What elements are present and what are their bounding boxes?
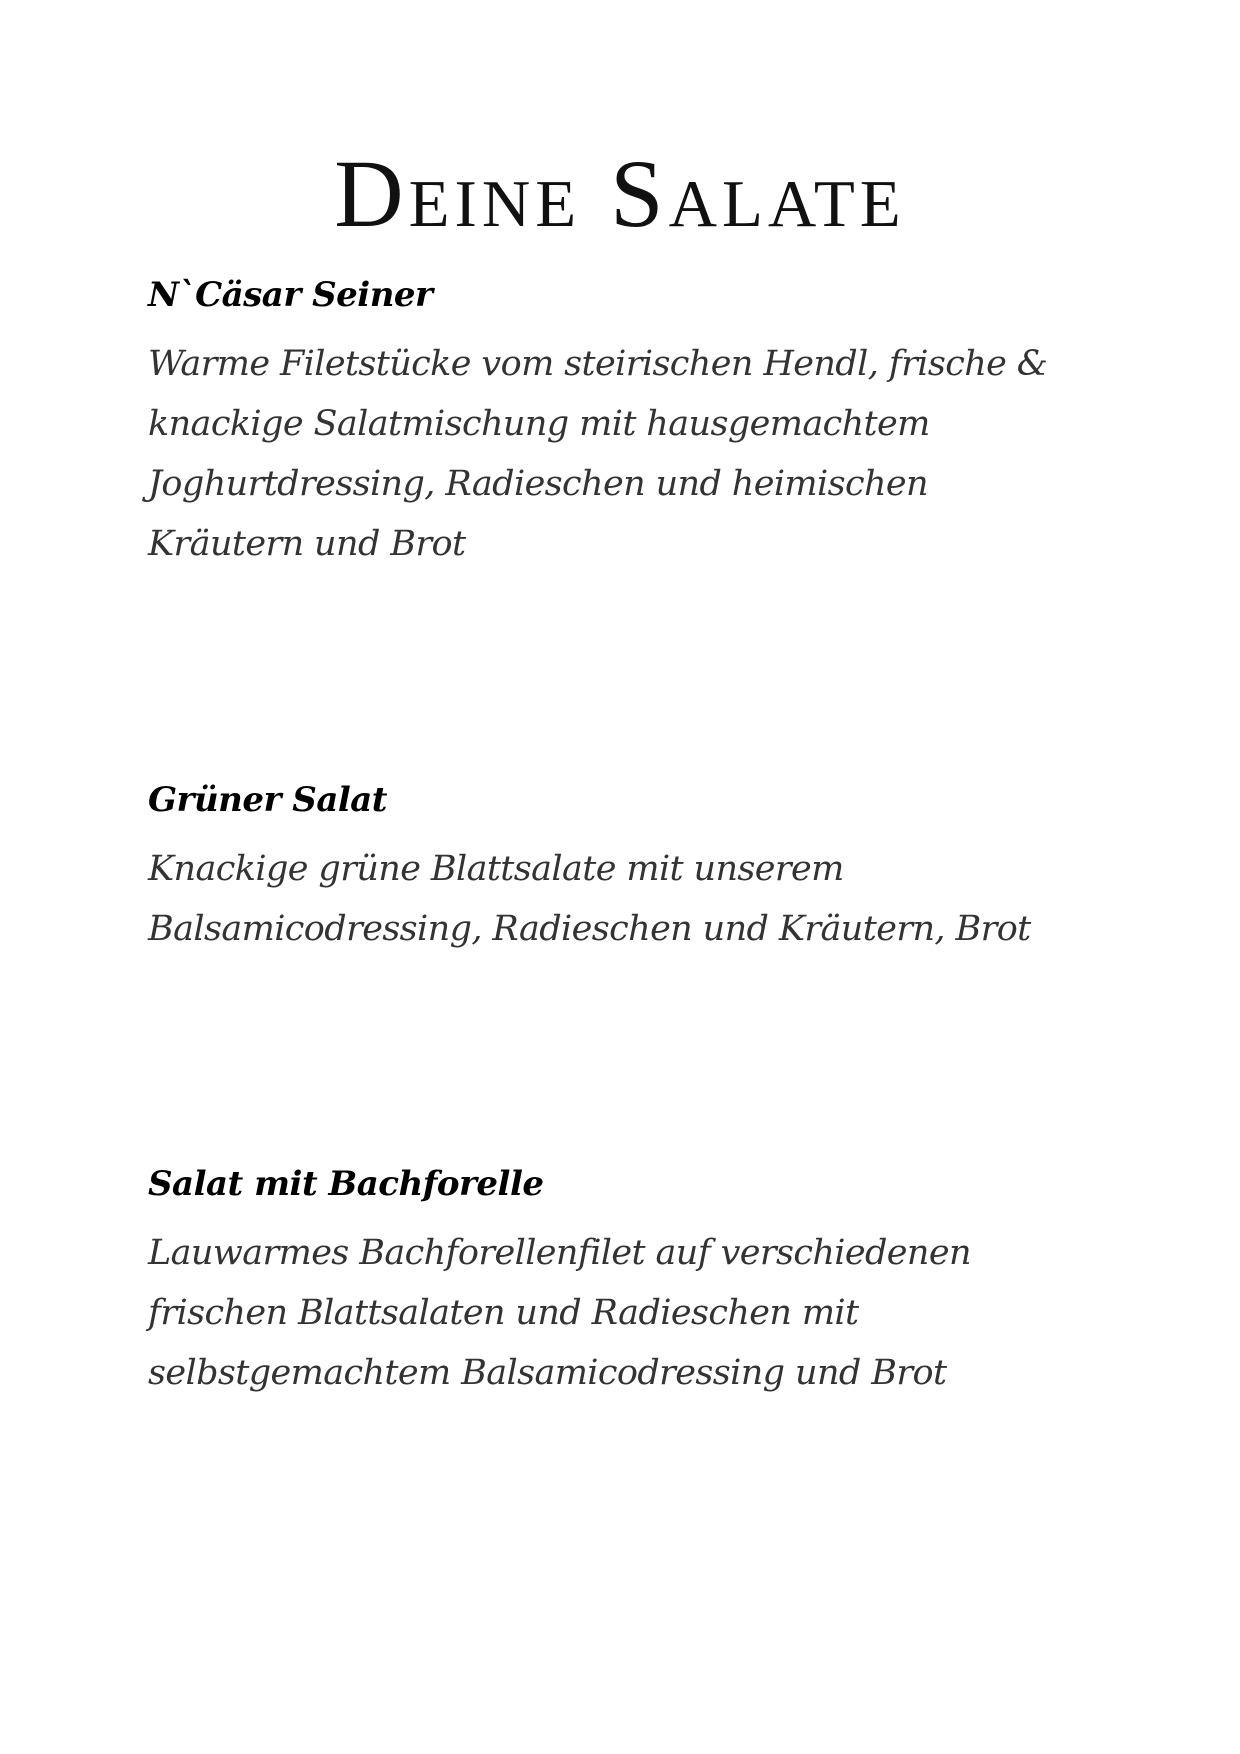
menu-item-description: Knackige grüne Blattsalate mit unserem Balsamicodressing, Radieschen und Kräutern, Brot [148,848,1031,949]
menu-item-caesar [148,275,1108,574]
menu-item-title: Grüner Salat [148,780,388,820]
menu-item-gruener-salat [148,780,1108,959]
menu-item-description: Warme Filetstücke vom steirischen Hendl, frische & knackige Salatmischung mit hausgemachtem Joghurtdressing, Radieschen und heimischen Kräutern und Brot [148,343,1048,564]
menu-item-bachforelle [148,1164,1108,1403]
page-title: Deine Salate [334,140,906,247]
menu-item-title: N`Cäsar Seiner [148,275,433,315]
menu-item-title: Salat mit Bachforelle [148,1164,544,1204]
menu-item-description: Lauwarmes Bachforellenfilet auf verschiedenen frischen Blattsalaten und Radieschen mit selbstgemachtem Balsamicodressing und Brot [148,1232,971,1393]
